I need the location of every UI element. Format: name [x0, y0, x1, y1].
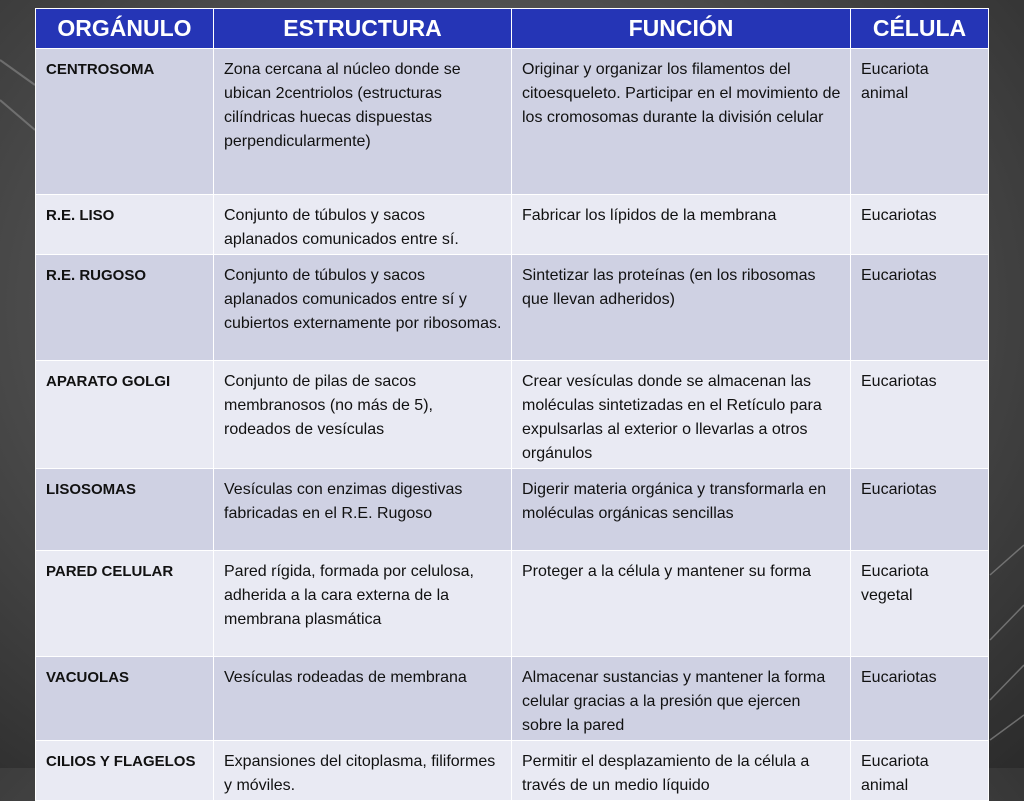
- header-funcion: FUNCIÓN: [512, 9, 851, 49]
- cell-celula: Eucariota vegetal: [851, 551, 989, 657]
- cell-organulo: R.E. RUGOSO: [36, 255, 214, 361]
- cell-funcion: Permitir el desplazamiento de la célula a través de un medio líquido: [512, 741, 851, 801]
- table-row: [36, 741, 989, 801]
- cell-celula: Eucariota animal: [851, 741, 989, 801]
- table-row: [36, 49, 989, 195]
- cell-organulo: PARED CELULAR: [36, 551, 214, 657]
- cell-estructura: Vesículas rodeadas de membrana: [214, 657, 512, 741]
- cell-funcion: Digerir materia orgánica y transformarla en moléculas orgánicas sencillas: [512, 469, 851, 551]
- cell-celula: Eucariotas: [851, 255, 989, 361]
- table-row: [36, 361, 989, 469]
- cell-funcion: Proteger a la célula y mantener su forma: [512, 551, 851, 657]
- cell-celula: Eucariota animal: [851, 49, 989, 195]
- cell-estructura: Conjunto de túbulos y sacos aplanados comunicados entre sí.: [214, 195, 512, 255]
- cell-estructura: Zona cercana al núcleo donde se ubican 2centriolos (estructuras cilíndricas huecas dispuestas perpendicularmente): [214, 49, 512, 195]
- cell-funcion: Almacenar sustancias y mantener la forma celular gracias a la presión que ejercen sobre la pared: [512, 657, 851, 741]
- header-celula: CÉLULA: [851, 9, 989, 49]
- cell-celula: Eucariotas: [851, 361, 989, 469]
- cell-funcion: Sintetizar las proteínas (en los ribosomas que llevan adheridos): [512, 255, 851, 361]
- table-row: [36, 195, 989, 255]
- cell-organulo: APARATO GOLGI: [36, 361, 214, 469]
- cell-organulo: R.E. LISO: [36, 195, 214, 255]
- header-organulo: ORGÁNULO: [36, 9, 214, 49]
- table-row: [36, 551, 989, 657]
- cell-celula: Eucariotas: [851, 657, 989, 741]
- cell-celula: Eucariotas: [851, 469, 989, 551]
- header-estructura: ESTRUCTURA: [214, 9, 512, 49]
- table-header-row: [36, 9, 989, 49]
- cell-celula: Eucariotas: [851, 195, 989, 255]
- cell-funcion: Crear vesículas donde se almacenan las moléculas sintetizadas en el Retículo para expulsarlas al exterior o llevarlas a otros orgánulos: [512, 361, 851, 469]
- cell-funcion: Originar y organizar los filamentos del citoesqueleto. Participar en el movimiento de los cromosomas durante la división celular: [512, 49, 851, 195]
- cell-funcion: Fabricar los lípidos de la membrana: [512, 195, 851, 255]
- table-row: [36, 255, 989, 361]
- organelles-table: [35, 8, 989, 801]
- cell-estructura: Pared rígida, formada por celulosa, adherida a la cara externa de la membrana plasmática: [214, 551, 512, 657]
- cell-organulo: LISOSOMAS: [36, 469, 214, 551]
- cell-estructura: Conjunto de túbulos y sacos aplanados comunicados entre sí y cubiertos externamente por ribosomas.: [214, 255, 512, 361]
- table-row: [36, 657, 989, 741]
- cell-organulo: CILIOS Y FLAGELOS: [36, 741, 214, 801]
- cell-organulo: VACUOLAS: [36, 657, 214, 741]
- table-row: [36, 469, 989, 551]
- cell-estructura: Conjunto de pilas de sacos membranosos (no más de 5), rodeados de vesículas: [214, 361, 512, 469]
- cell-estructura: Vesículas con enzimas digestivas fabricadas en el R.E. Rugoso: [214, 469, 512, 551]
- cell-estructura: Expansiones del citoplasma, filiformes y móviles.: [214, 741, 512, 801]
- cell-organulo: CENTROSOMA: [36, 49, 214, 195]
